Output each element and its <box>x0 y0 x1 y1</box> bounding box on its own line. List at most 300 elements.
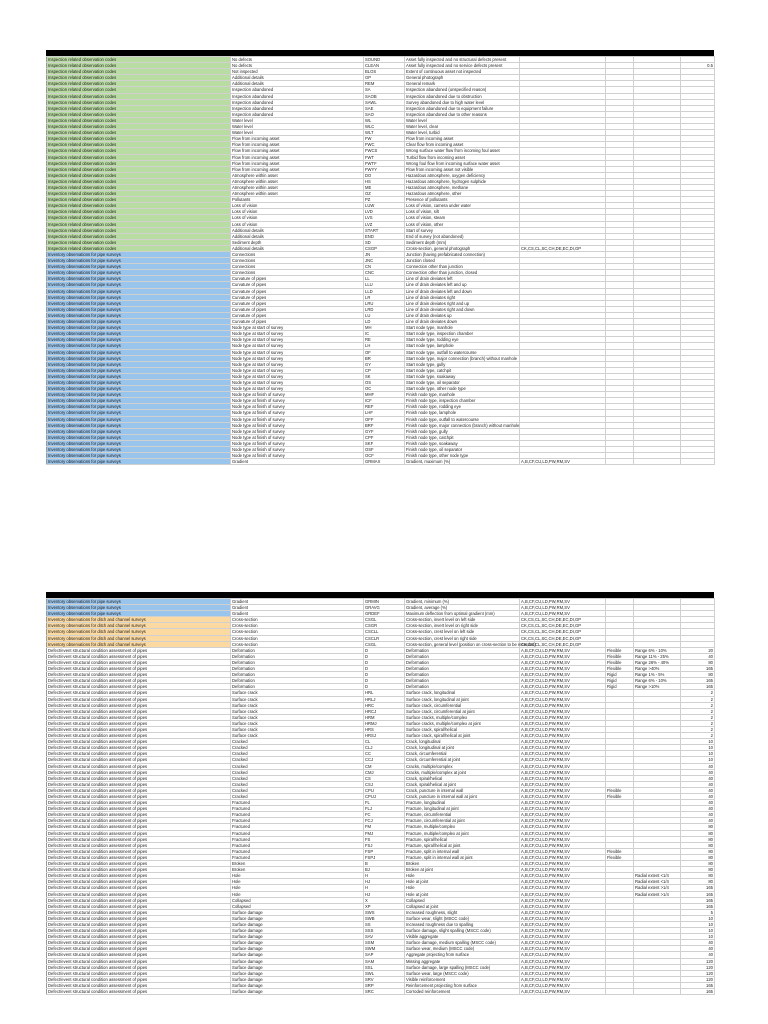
category-cell: Defect/event structural condition assessment of pipes <box>47 958 231 964</box>
description-cell: Crack, spiral/helical <box>405 775 520 781</box>
range-cell <box>634 459 681 465</box>
materials-cell: A,B,CF,CU,LD,PW,RM,SV <box>520 921 606 927</box>
materials-cell: A,B,CF,CU,LD,PW,RM,SV <box>520 891 606 897</box>
description-cell: Survey abandoned due to high water level <box>405 99 520 105</box>
category-cell: Inspection related observation codes <box>47 233 231 239</box>
description-cell: Reinforcement projecting from surface <box>405 982 520 988</box>
materials-cell: A,B,CF,CU,LD,PW,RM,SV <box>520 958 606 964</box>
category-cell: Inspection related observation codes <box>47 69 231 75</box>
category-cell: Inspection related observation codes <box>47 184 231 190</box>
description-cell: Fracture, multiple/complex <box>405 824 520 830</box>
description-cell: Clear flow from incoming asset <box>405 142 520 148</box>
code-cell: LD <box>364 319 405 325</box>
group-cell: Hole <box>231 891 364 897</box>
category-cell: Defect/event structural condition assessment of pipes <box>47 818 231 824</box>
description-cell: Fracture, longitudinal at joint <box>405 806 520 812</box>
category-cell: Inventory observations for pipe surveys <box>47 398 231 404</box>
group-cell: Node type at start of survey <box>231 367 364 373</box>
description-cell: Start node type, catchpit <box>405 367 520 373</box>
code-cell: CLEAN <box>364 63 405 69</box>
code-cell: FL <box>364 800 405 806</box>
code-cell: SAOB <box>364 93 405 99</box>
code-cell: GYF <box>364 428 405 434</box>
materials-cell: CK,CS,CL,SC,CH,DE,EC,DI,GP <box>520 629 606 635</box>
description-cell: Surface wear, medium (MSCC code) <box>405 946 520 952</box>
score-cell: 2 <box>681 733 715 739</box>
materials-cell: A,B,CF,CU,LD,PW,RM,SV <box>520 708 606 714</box>
category-cell: Defect/event structural condition assessment of pipes <box>47 653 231 659</box>
group-cell: Surface damage <box>231 958 364 964</box>
group-cell: Node type at finish of survey <box>231 404 364 410</box>
code-cell: LHF <box>364 410 405 416</box>
category-cell: Inspection related observation codes <box>47 130 231 136</box>
code-cell: OC <box>364 386 405 392</box>
code-cell: OSF <box>364 447 405 453</box>
materials-cell: A,B,CF,CU,LD,PW,RM,SV <box>520 806 606 812</box>
code-cell: CPU <box>364 787 405 793</box>
category-cell: Inventory observations for pipe surveys <box>47 373 231 379</box>
group-cell: Additional details <box>231 227 364 233</box>
materials-cell: A,B,CF,CU,LD,PW,RM,SV <box>520 769 606 775</box>
code-cell: HRCJ <box>364 708 405 714</box>
code-cell: SSM <box>364 940 405 946</box>
materials-cell: A,B,CF,CU,LD,PW,RM,SV <box>520 726 606 732</box>
category-cell: Inspection related observation codes <box>47 221 231 227</box>
code-cell: CSGP <box>364 245 405 251</box>
score-cell: 2 <box>681 714 715 720</box>
description-cell: Junction closed <box>405 258 520 264</box>
group-cell: Node type at finish of survey <box>231 422 364 428</box>
category-cell: Inspection related observation codes <box>47 99 231 105</box>
category-cell: Defect/event structural condition assessment of pipes <box>47 684 231 690</box>
description-cell: Hazardous atmosphere, hydrogen sulphide <box>405 178 520 184</box>
description-cell: Cross-section, general photograph <box>405 245 520 251</box>
category-cell: Inventory observations for pipe surveys <box>47 367 231 373</box>
description-cell: Connection other than junction, closed <box>405 270 520 276</box>
pipe-type-cell <box>606 459 634 465</box>
description-cell: Start node type, major connection (branch) without manhole <box>405 355 520 361</box>
code-cell: HS <box>364 178 405 184</box>
category-cell: Inventory observations for pipe surveys <box>47 343 231 349</box>
code-cell: SAO <box>364 111 405 117</box>
category-cell: Defect/event structural condition assessment of pipes <box>47 800 231 806</box>
category-cell: Inventory observations for pipe surveys <box>47 605 231 611</box>
description-cell: Fracture, spiral/helical <box>405 836 520 842</box>
group-cell: Surface crack <box>231 690 364 696</box>
group-cell: Inspection abandoned <box>231 93 364 99</box>
group-cell: Water level <box>231 117 364 123</box>
description-cell: Wrong foul flow from incoming surface water asset <box>405 160 520 166</box>
category-cell: Inventory observations for pipe surveys <box>47 349 231 355</box>
code-cell: SAE <box>364 105 405 111</box>
category-cell: Inspection related observation codes <box>47 178 231 184</box>
code-cell: START <box>364 227 405 233</box>
code-cell: CPUJ <box>364 794 405 800</box>
description-cell: Gradient, maximum (%) <box>405 459 520 465</box>
description-cell: Turbid flow from incoming asset <box>405 154 520 160</box>
score-cell: 40 <box>681 794 715 800</box>
description-cell: Hazardous atmosphere, oxygen deficiency <box>405 172 520 178</box>
code-cell: CLJ <box>364 745 405 751</box>
group-cell: Curvature of pipes <box>231 306 364 312</box>
code-cell: SOUND <box>364 57 405 63</box>
description-cell: Finish node type, outfall to watercourse <box>405 416 520 422</box>
description-cell: Deformation <box>405 678 520 684</box>
range-cell <box>634 989 681 995</box>
range-cell: Radial extent <1/4 <box>634 873 681 879</box>
code-cell: OS <box>364 379 405 385</box>
category-cell: Inventory observations for pipe surveys <box>47 410 231 416</box>
description-cell: Surface crack, longitudinal at joint <box>405 696 520 702</box>
score-cell: 80 <box>681 672 715 678</box>
code-cell: OZ <box>364 191 405 197</box>
score-cell: 80 <box>681 867 715 873</box>
group-cell: Loss of vision <box>231 215 364 221</box>
group-cell: Surface damage <box>231 940 364 946</box>
code-cell: FCJ <box>364 818 405 824</box>
description-cell: Corroded reinforcement <box>405 989 520 995</box>
group-cell: Loss of vision <box>231 209 364 215</box>
description-cell: Increased roughness, slight <box>405 909 520 915</box>
score-cell: 165 <box>681 684 715 690</box>
code-cell: CSCLL <box>364 629 405 635</box>
score-cell: 40 <box>681 653 715 659</box>
code-cell: D <box>364 659 405 665</box>
group-cell: Cross-section <box>231 617 364 623</box>
score-cell: 10 <box>681 757 715 763</box>
category-cell: Inventory observations for pipe surveys <box>47 355 231 361</box>
category-cell: Inventory observations for ditch and channel surveys <box>47 617 231 623</box>
group-cell: Gradient <box>231 599 364 605</box>
description-cell: Hole at joint <box>405 891 520 897</box>
category-cell: Defect/event structural condition assessment of pipes <box>47 946 231 952</box>
category-cell: Defect/event structural condition assessment of pipes <box>47 861 231 867</box>
group-cell: Flow from incoming asset <box>231 166 364 172</box>
category-cell: Inventory observations for pipe surveys <box>47 416 231 422</box>
materials-cell: A,B,CF,CU,LD,PW,RM,SV <box>520 775 606 781</box>
pipe-type-cell: Rigid <box>606 678 634 684</box>
group-cell: Surface damage <box>231 909 364 915</box>
category-cell: Inspection related observation codes <box>47 136 231 142</box>
category-cell: Defect/event structural condition assessment of pipes <box>47 867 231 873</box>
code-cell: HRMJ <box>364 720 405 726</box>
category-cell: Defect/event structural condition assessment of pipes <box>47 836 231 842</box>
materials-cell: A,B,CF,CU,LD,PW,RM,SV <box>520 672 606 678</box>
range-cell: Range >10% <box>634 684 681 690</box>
materials-cell: A,B,CF,CU,LD,PW,RM,SV <box>520 757 606 763</box>
code-cell: HRC <box>364 702 405 708</box>
code-cell: H <box>364 873 405 879</box>
pipe-type-cell: Flexible <box>606 848 634 854</box>
score-cell: 40 <box>681 800 715 806</box>
description-cell: Gradient, average (%) <box>405 605 520 611</box>
description-cell: Fracture, split in internal wall <box>405 848 520 854</box>
code-cell: LRU <box>364 300 405 306</box>
group-cell: Surface crack <box>231 733 364 739</box>
code-cell: FW <box>364 136 405 142</box>
materials-cell: A,B,CF,CU,LD,PW,RM,SV <box>520 861 606 867</box>
description-cell: Collapsed <box>405 897 520 903</box>
group-cell: Fractured <box>231 836 364 842</box>
code-cell: END <box>364 233 405 239</box>
group-cell: Additional details <box>231 81 364 87</box>
code-cell: LLU <box>364 282 405 288</box>
code-cell: CL <box>364 739 405 745</box>
description-cell: Start node type, outfall to watercourse <box>405 349 520 355</box>
group-cell: Pollutants <box>231 197 364 203</box>
materials-cell: A,B,CF,CU,LD,PW,RM,SV <box>520 666 606 672</box>
description-cell: Loss of vision, silt <box>405 209 520 215</box>
description-cell: Start node type, soakaway <box>405 373 520 379</box>
code-cell: ME <box>364 184 405 190</box>
category-cell: Defect/event structural condition assessment of pipes <box>47 934 231 940</box>
code-cell: LVZ <box>364 221 405 227</box>
group-cell: Connections <box>231 264 364 270</box>
description-cell: Water level <box>405 117 520 123</box>
category-cell: Inventory observations for pipe surveys <box>47 599 231 605</box>
description-cell: Surface crack, circumferential <box>405 702 520 708</box>
code-cell: D <box>364 684 405 690</box>
category-cell: Inventory observations for pipe surveys <box>47 386 231 392</box>
group-cell: Node type at start of survey <box>231 361 364 367</box>
code-cell: SK <box>364 373 405 379</box>
group-cell: Node type at start of survey <box>231 349 364 355</box>
materials-cell: A,B,CF,CU,LD,PW,RM,SV <box>520 812 606 818</box>
code-cell: SRV <box>364 976 405 982</box>
group-cell: Fractured <box>231 806 364 812</box>
range-cell: Range 1% - 5% <box>634 672 681 678</box>
category-cell: Inspection related observation codes <box>47 166 231 172</box>
group-cell: Cross-section <box>231 641 364 647</box>
materials-cell: CK,CS,CL,SC,CH,DE,EC,DI,GP <box>520 617 606 623</box>
code-cell: FWTF <box>364 160 405 166</box>
group-cell: Fractured <box>231 818 364 824</box>
category-cell: Inventory observations for pipe surveys <box>47 258 231 264</box>
group-cell: No defects <box>231 63 364 69</box>
category-cell: Inspection related observation codes <box>47 93 231 99</box>
description-cell: Cross-section, crest level on left side <box>405 629 520 635</box>
category-cell: Defect/event structural condition assessment of pipes <box>47 915 231 921</box>
group-cell: Atmosphere within asset <box>231 184 364 190</box>
category-cell: Defect/event structural condition assessment of pipes <box>47 720 231 726</box>
code-cell: SWL <box>364 970 405 976</box>
category-cell: Defect/event structural condition assessment of pipes <box>47 659 231 665</box>
description-cell: Inspection abandoned due to obstruction <box>405 93 520 99</box>
group-cell: Cracked <box>231 757 364 763</box>
description-cell: Deformation <box>405 653 520 659</box>
code-cell: SKF <box>364 440 405 446</box>
materials-cell: A,B,CF,CU,LD,PW,RM,SV <box>520 989 606 995</box>
description-cell: Start node type, lamphole <box>405 343 520 349</box>
range-cell: Range 26% - 40% <box>634 659 681 665</box>
materials-cell: A,B,CF,CU,LD,PW,RM,SV <box>520 830 606 836</box>
category-cell: Inventory observations for pipe surveys <box>47 440 231 446</box>
score-cell: 80 <box>681 836 715 842</box>
score-cell: 10 <box>681 934 715 940</box>
description-cell: Fracture, spiral/helical at joint <box>405 842 520 848</box>
group-cell: Broken <box>231 867 364 873</box>
group-cell: Deformation <box>231 678 364 684</box>
description-cell: Deformation <box>405 647 520 653</box>
description-cell: Start node type, inspection chamber <box>405 331 520 337</box>
group-cell: Curvature of pipes <box>231 312 364 318</box>
materials-cell: A,B,CF,CU,LD,PW,RM,SV <box>520 970 606 976</box>
code-cell: OFF <box>364 416 405 422</box>
description-cell: Surface crack, longitudinal <box>405 690 520 696</box>
score-cell: 10 <box>681 739 715 745</box>
category-cell: Inspection related observation codes <box>47 148 231 154</box>
group-cell: Surface crack <box>231 714 364 720</box>
group-cell: Water level <box>231 130 364 136</box>
materials-cell: A,B,CF,CU,LD,PW,RM,SV <box>520 976 606 982</box>
score-cell: 165 <box>681 982 715 988</box>
description-cell: Visible reinforcement <box>405 976 520 982</box>
category-cell: Inspection related observation codes <box>47 245 231 251</box>
code-cell: SSS <box>364 928 405 934</box>
group-cell: Node type at start of survey <box>231 379 364 385</box>
category-cell: Inventory observations for pipe surveys <box>47 300 231 306</box>
code-cell: HJ <box>364 879 405 885</box>
code-cell: GRAVG <box>364 605 405 611</box>
group-cell: Flow from incoming asset <box>231 154 364 160</box>
description-cell: Line of drain deviates left <box>405 276 520 282</box>
group-cell: Curvature of pipes <box>231 282 364 288</box>
category-cell: Inventory observations for pipe surveys <box>47 331 231 337</box>
score-cell: 10 <box>681 921 715 927</box>
score-cell: 2 <box>681 690 715 696</box>
group-cell: Surface damage <box>231 964 364 970</box>
description-cell: Surface wear, large (MSCC code) <box>405 970 520 976</box>
category-cell: Defect/event structural condition assessment of pipes <box>47 970 231 976</box>
score-cell: 120 <box>681 964 715 970</box>
description-cell: Maximum deflection from optimal gradient (mm) <box>405 611 520 617</box>
code-table <box>46 56 715 465</box>
category-cell: Defect/event structural condition assessment of pipes <box>47 708 231 714</box>
description-cell: Surface crack, spiral/helical at joint <box>405 733 520 739</box>
category-cell: Defect/event structural condition assessment of pipes <box>47 891 231 897</box>
materials-cell: A,B,CF,CU,LD,PW,RM,SV <box>520 739 606 745</box>
group-cell: Node type at finish of survey <box>231 428 364 434</box>
materials-cell: A,B,CF,CU,LD,PW,RM,SV <box>520 647 606 653</box>
description-cell: Inspection abandoned due to other reasons <box>405 111 520 117</box>
code-cell: FMJ <box>364 830 405 836</box>
code-cell: HRLJ <box>364 696 405 702</box>
score-cell: 10 <box>681 928 715 934</box>
code-cell: GY <box>364 361 405 367</box>
score-cell: 2 <box>681 726 715 732</box>
materials-cell: A,B,CF,CU,LD,PW,RM,SV <box>520 605 606 611</box>
category-cell: Inspection related observation codes <box>47 117 231 123</box>
category-cell: Defect/event structural condition assessment of pipes <box>47 690 231 696</box>
category-cell: Inventory observations for pipe surveys <box>47 270 231 276</box>
description-cell: Hazardous atmosphere, methane <box>405 184 520 190</box>
materials-cell: A,B,CF,CU,LD,PW,RM,SV <box>520 982 606 988</box>
description-cell: Finish node type, oil separator <box>405 447 520 453</box>
code-cell: CNC <box>364 270 405 276</box>
description-cell: Broken at joint <box>405 867 520 873</box>
description-cell: Surface damage, slight spalling (MSCC code) <box>405 928 520 934</box>
category-cell: Defect/event structural condition assessment of pipes <box>47 903 231 909</box>
code-cell: CMJ <box>364 769 405 775</box>
materials-cell: CK,CS,CL,SC,CH,DE,EC,DI,GP <box>520 245 606 251</box>
description-cell: Finish node type, major connection (branch) without manhole <box>406 422 520 428</box>
category-cell: Inspection related observation codes <box>47 124 231 130</box>
score-cell: 40 <box>681 812 715 818</box>
description-cell: Hole <box>405 885 520 891</box>
materials-cell: A,B,CF,CU,LD,PW,RM,SV <box>520 836 606 842</box>
group-cell: Surface damage <box>231 928 364 934</box>
group-cell: Surface crack <box>231 720 364 726</box>
score-cell: 10 <box>681 745 715 751</box>
code-cell: LRD <box>364 306 405 312</box>
materials-cell: A,B,CF,CU,LD,PW,RM,SV <box>520 867 606 873</box>
materials-cell: A,B,CF,CU,LD,PW,RM,SV <box>520 952 606 958</box>
code-cell: REF <box>364 404 405 410</box>
description-cell: Crack, puncture in internal wall at joint <box>405 794 520 800</box>
group-cell: Surface damage <box>231 976 364 982</box>
description-cell: Line of drain deviates left and down <box>405 288 520 294</box>
code-cell: SD <box>364 239 405 245</box>
group-cell: Cracked <box>231 781 364 787</box>
code-cell: RE <box>364 337 405 343</box>
materials-cell: A,B,CF,CU,LD,PW,RM,SV <box>520 824 606 830</box>
description-cell: Finish node type, catchpit <box>405 434 520 440</box>
description-cell: Finish node type, rodding eye <box>405 404 520 410</box>
code-cell: JNC <box>364 258 405 264</box>
code-cell: CSCLR <box>364 635 405 641</box>
code-cell: SA <box>364 87 405 93</box>
group-cell: Node type at finish of survey <box>231 410 364 416</box>
description-cell: Increased roughness due to spalling <box>405 921 520 927</box>
group-cell: Fractured <box>231 842 364 848</box>
code-cell: HRL <box>364 690 405 696</box>
code-cell: FWYY <box>364 166 405 172</box>
group-cell: Broken <box>231 861 364 867</box>
sheet-page-2 <box>46 592 714 995</box>
description-cell: Line of drain deviates left and up <box>405 282 520 288</box>
range-cell: Range >40% <box>634 666 681 672</box>
group-cell: Surface damage <box>231 934 364 940</box>
category-cell: Inspection related observation codes <box>47 203 231 209</box>
materials-cell: A,B,CF,CU,LD,PW,RM,SV <box>520 940 606 946</box>
code-cell: CC <box>364 751 405 757</box>
group-cell: Inspection abandoned <box>231 111 364 117</box>
range-cell: Radial extent >1/4 <box>634 885 681 891</box>
materials-cell: A,B,CF,CU,LD,PW,RM,SV <box>520 934 606 940</box>
category-cell: Defect/event structural condition assessment of pipes <box>47 879 231 885</box>
description-cell: Crack, circumferential at joint <box>405 757 520 763</box>
category-cell: Defect/event structural condition assessment of pipes <box>47 678 231 684</box>
category-cell: Defect/event structural condition assessment of pipes <box>47 989 231 995</box>
materials-cell: A,B,CF,CU,LD,PW,RM,SV <box>520 459 606 465</box>
group-cell: Node type at start of survey <box>231 325 364 331</box>
group-cell: Not inspected <box>231 69 364 75</box>
code-cell: FLJ <box>364 806 405 812</box>
group-cell: Node type at start of survey <box>231 355 364 361</box>
category-cell: Inventory observations for pipe surveys <box>47 312 231 318</box>
code-cell: SAM <box>364 958 405 964</box>
category-cell: Defect/event structural condition assessment of pipes <box>47 696 231 702</box>
description-cell: Deformation <box>405 684 520 690</box>
description-cell: Crack, longitudinal <box>405 739 520 745</box>
description-cell: Start node type, oil separator <box>405 379 520 385</box>
category-cell: Inventory observations for pipe surveys <box>47 361 231 367</box>
description-cell: General photograph <box>405 75 520 81</box>
score-cell: 120 <box>681 970 715 976</box>
group-cell: Surface damage <box>231 970 364 976</box>
category-cell: Defect/event structural condition assessment of pipes <box>47 842 231 848</box>
materials-cell: A,B,CF,CU,LD,PW,RM,SV <box>520 751 606 757</box>
